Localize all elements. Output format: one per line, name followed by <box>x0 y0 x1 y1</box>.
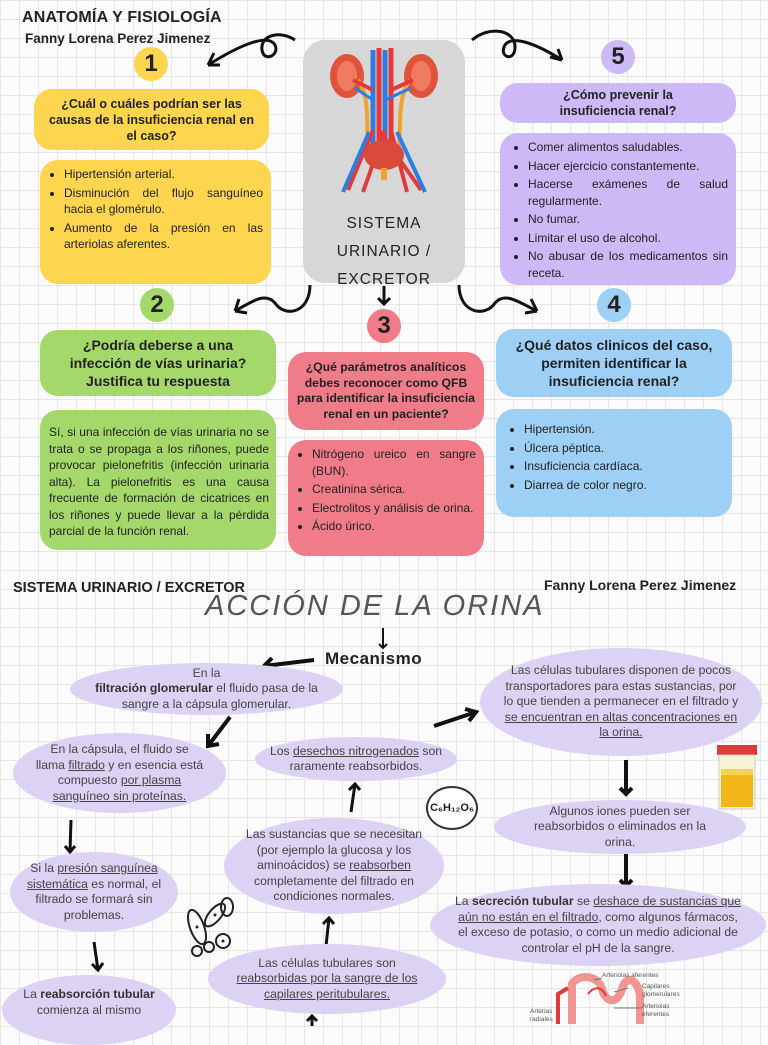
flow-step-presion: Si la presión sanguínea sistemática es normal, el filtrado se formará sin problemas. <box>10 852 178 932</box>
flow-step-celulas-sangre: Las células tubulares son reabsorbidas por la sangre de los capilares peritubulares. <box>208 944 446 1014</box>
answer-4 <box>496 409 732 517</box>
main-title: ACCIÓN DE LA ORINA <box>205 590 545 622</box>
section-number-5: 5 <box>601 40 635 74</box>
flow-step-reabsorcion: La reabsorción tubular comienza al mismo <box>2 975 176 1045</box>
section-number-4: 4 <box>597 288 631 322</box>
center-title: SISTEMA URINARIO / EXCRETOR <box>336 215 432 288</box>
nephron-label-radiales: Arterias radiales <box>530 1008 553 1023</box>
author-name: Fanny Lorena Perez Jimenez <box>25 31 211 46</box>
question-2: ¿Podría deberse a una infección de vías urinaria? Justifica tu respuesta <box>40 330 276 396</box>
center-card <box>303 40 465 288</box>
urinary-system-icon <box>303 40 465 210</box>
nephron-label-capilares: Capilares glomerulares <box>642 983 680 998</box>
glucose-formula-badge: C₆H₁₂O₆ <box>426 786 478 830</box>
flow-step-transportadores: Las células tubulares disponen de pocos transportadores para estas sustancias, por lo que tienden a permanecer en el filtrado y se encuentran en altas concentraciones en la orina. <box>480 648 762 756</box>
flow-step-filtracion: En la filtración glomerular el fluido pasa de la sangre a la cápsula glomerular. <box>70 663 343 715</box>
section-number-3: 3 <box>367 309 401 343</box>
section-number-1: 1 <box>134 47 168 81</box>
answer-3-list: • Nitrógeno ureico en sangre (BUN). • Creatinina sérica. • Electrolitos y análisis de orina. • Ácido úrico. <box>298 446 476 535</box>
nephron-label-aferentes: Arteriolas aferentes <box>602 972 659 979</box>
flow-step-secrecion: La secreción tubular se deshace de sustancias que aún no están en el filtrado, como algunos fármacos, el exceso de potasio, o como un medio adicional de controlar el pH de la sangre. <box>430 884 766 966</box>
flow-step-desechos: Los desechos nitrogenados son raramente reabsorbidos. <box>255 737 457 781</box>
flow-step-capsula: En la cápsula, el fluido se llama filtrado y en esencia está compuesto por plasma sanguíneo sin proteínas. <box>13 733 226 813</box>
flow-step-iones: Algunos iones pueden ser reabsorbidos o eliminados en la orina. <box>494 800 746 854</box>
arrow-f6-f7 <box>345 780 363 816</box>
bacteria-icon <box>183 897 243 957</box>
arrow-to-1 <box>200 25 300 75</box>
arrow-f7-f8 <box>432 706 482 730</box>
arrow-to-2 <box>225 283 315 323</box>
urine-jar-icon <box>715 743 759 811</box>
nephron-label-eferentes: Arteriolas eferentes <box>642 1003 670 1018</box>
arrow-to-3 <box>374 284 394 310</box>
flow-step-sustancias: Las sustancias que se necesitan (por ejemplo la glucosa y los aminoácidos) se reabsorben completamente del filtrado en condiciones normales. <box>224 818 444 914</box>
answer-5 <box>500 133 736 285</box>
question-4: ¿Qué datos clinicos del caso, permiten identificar la insuficiencia renal? <box>496 329 732 397</box>
mechanism-label: Mecanismo <box>325 649 423 668</box>
bottom-section-title: SISTEMA URINARIO / EXCRETOR <box>13 580 246 596</box>
arrow-to-4 <box>455 283 545 323</box>
arrow-f1-f2 <box>200 714 236 754</box>
arrow-to-5 <box>470 25 570 75</box>
question-5: ¿Cómo prevenir la insuficiencia renal? <box>500 83 736 123</box>
answer-3 <box>288 440 484 556</box>
section-number-2: 2 <box>140 288 174 322</box>
answer-1 <box>40 160 271 284</box>
answer-5-list: • Comer alimentos saludables. • Hacer ejercicio constantemente. • Hacerse exámenes de salud regularmente. • No fumar. • Limitar el uso de alcohol. • No abusar de los medicamentos sin receta. <box>514 139 728 281</box>
answer-2: Sí, si una infección de vías urinaria no se trata o se propaga a los riñones, puede provocar pielonefritis (infección urinaria alta). La pielonefritis es una causa frecuente de formación de cicatrices en los riñones y puede llevar a la pérdida parcial de la función renal. <box>40 410 276 550</box>
answer-1-list: • Hipertensión arterial. • Disminución del flujo sanguíneo hacia el glomérulo. • Aumento de la presión en las arteriolas aferentes. <box>50 166 263 253</box>
arrow-f8-f9 <box>617 758 635 800</box>
question-1: ¿Cuál o cuáles podrían ser las causas de la insuficiencia renal en el caso? <box>34 89 269 150</box>
page-title: ANATOMÍA Y FISIOLOGÍA <box>22 9 222 26</box>
answer-4-list: • Hipertensión. • Úlcera péptica. • Insuficiencia cardíaca. • Diarrea de color negro. <box>510 421 724 493</box>
bottom-author-name: Fanny Lorena Perez Jimenez <box>544 577 737 593</box>
question-3: ¿Qué parámetros analíticos debes reconocer como QFB para identificar la insuficiencia renal en un paciente? <box>288 352 484 430</box>
arrow-f3-f4 <box>88 940 106 976</box>
